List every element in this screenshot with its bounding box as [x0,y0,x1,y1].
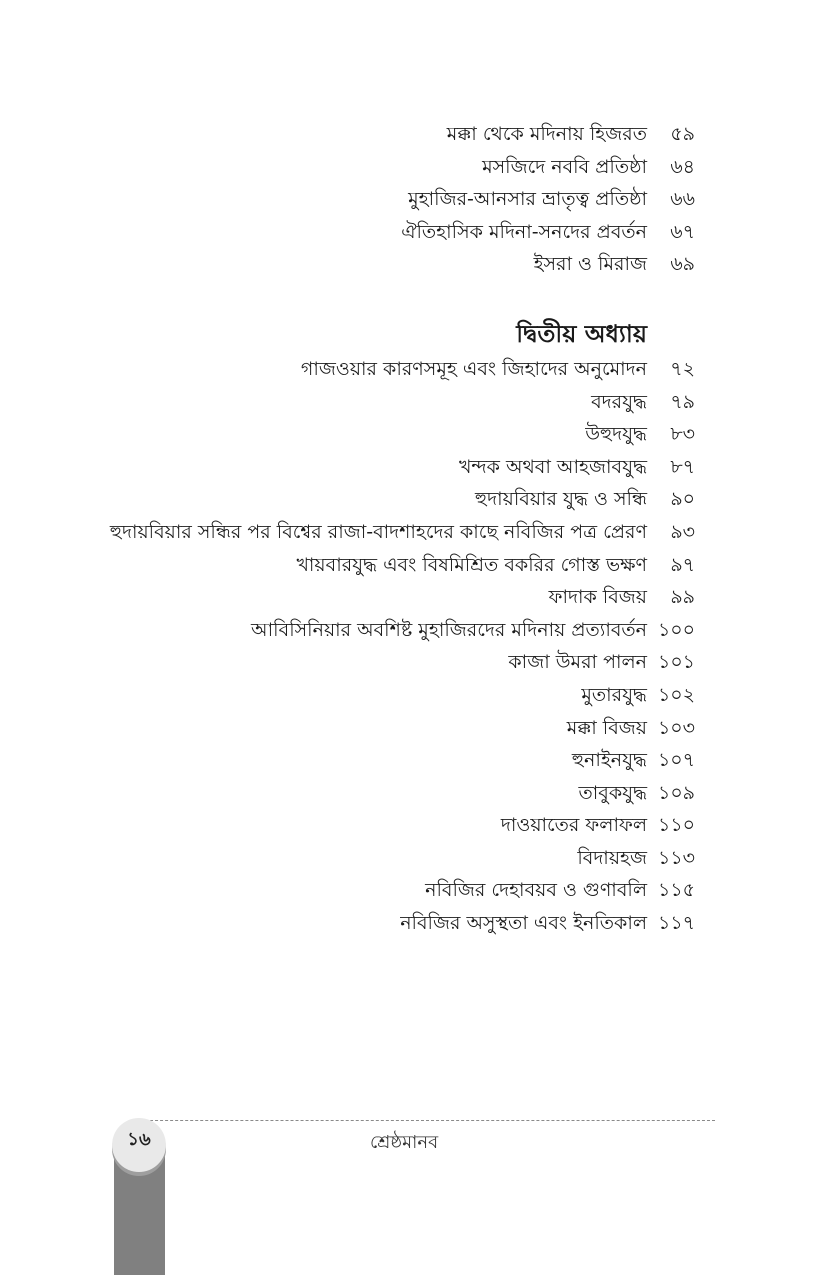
toc-entry-page: ৬৬ [670,188,695,211]
table-of-contents [95,118,695,940]
toc-entry [95,907,695,940]
toc-entry [95,679,695,712]
toc-entry-page: ১০০ [657,618,695,641]
toc-entry-title: হুদায়বিয়ার যুদ্ধ ও সন্ধি [475,488,647,511]
toc-entry [95,712,695,745]
toc-entry-page: ৯৩ [670,520,695,543]
toc-entry [95,248,695,281]
toc-entry-title: বিদায়হজ [577,846,647,869]
toc-entry-page: ৬৪ [670,155,695,178]
toc-entry [95,216,695,249]
toc-entry-page: ১০১ [657,651,695,674]
toc-entry-page: ৬৭ [670,220,695,243]
toc-entry-title: বদরযুদ্ধ [591,390,647,413]
toc-entry-title: মক্কা বিজয় [566,716,647,739]
toc-entry [95,353,695,386]
toc-entry [95,842,695,875]
toc-entry [95,516,695,549]
toc-entry-title: ফাদাক বিজয় [548,586,647,609]
toc-entry-title: ঐতিহাসিক মদিনা-সনদের প্রবর্তন [401,220,647,243]
toc-entry-title: মক্কা থেকে মদিনায় হিজরত [446,123,647,145]
toc-entry-page: ৭২ [670,357,695,380]
toc-entry [95,874,695,907]
toc-entry-page: ১১৩ [657,846,695,869]
toc-entry [95,418,695,451]
toc-entry-page: ৮৭ [670,455,695,478]
toc-entry-title: মসজিদে নববি প্রতিষ্ঠা [482,155,647,178]
section-gap [95,281,695,315]
toc-entry-page: ১১০ [657,814,695,837]
toc-entry [95,483,695,516]
footer-divider [140,1120,715,1121]
toc-entry-title: গাজওয়ার কারণসমূহ এবং জিহাদের অনুমোদন [300,357,647,380]
toc-entry-page: ১০৭ [657,749,695,772]
toc-entry [95,386,695,419]
toc-entry-page: ৮৩ [670,423,695,446]
toc-entry-title: উহুদযুদ্ধ [585,423,647,446]
toc-entry-title: ইসরা ও মিরাজ [533,253,647,276]
toc-entry-title: মুতারযুদ্ধ [581,683,647,706]
toc-entry-title: মুহাজির-আনসার ভ্রাতৃত্ব প্রতিষ্ঠা [408,188,647,211]
toc-entry-title: কাজা উমরা পালন [508,651,647,674]
toc-entry [95,183,695,216]
toc-entry-page: ৯০ [670,488,695,511]
toc-entry [95,118,695,151]
toc-entry [95,646,695,679]
toc-entry-title: খায়বারযুদ্ধ এবং বিষমিশ্রিত বকরির গোস্ত ভক্ষণ [296,553,647,576]
toc-entry-title: নবিজির অসুস্থতা এবং ইনতিকাল [400,912,647,935]
toc-entry [95,744,695,777]
page-number: ১৬ [127,1129,151,1150]
toc-entry-page: ৭৯ [670,390,695,413]
toc-entry-title: দাওয়াতের ফলাফল [500,814,647,837]
toc-entry-page: ৯৯ [670,586,695,609]
toc-section-1 [95,118,695,281]
toc-entry-title: আবিসিনিয়ার অবশিষ্ট মুহাজিরদের মদিনায় প্রত্যাবর্তন [251,618,647,641]
toc-entry [95,451,695,484]
toc-entry-title: নবিজির দেহাবয়ব ও গুণাবলি [425,879,647,902]
toc-entry [95,549,695,582]
toc-entry-page: ৫৯ [670,123,695,145]
toc-entry [95,151,695,184]
toc-entry [95,777,695,810]
toc-entry-page: ৬৯ [670,253,695,276]
toc-section-2 [95,353,695,940]
toc-entry [95,614,695,647]
toc-entry-title: হুনাইনযুদ্ধ [571,749,647,772]
chapter-heading: দ্বিতীয় অধ্যায় [516,319,647,348]
toc-entry-page: ১১৭ [657,912,695,935]
toc-entry [95,809,695,842]
toc-entry-title: খন্দক অথবা আহজাবযুদ্ধ [458,455,647,478]
toc-entry-title: তাবুকযুদ্ধ [578,781,647,804]
toc-entry-page: ১১৫ [658,879,695,902]
running-title: শ্রেষ্ঠমানব [370,1132,439,1153]
toc-entry [95,581,695,614]
toc-entry-page: ১০৯ [657,781,695,804]
toc-entry-page: ৯৭ [670,553,695,576]
toc-entry-title: হুদায়বিয়ার সন্ধির পর বিশ্বের রাজা-বাদশাহদের কাছে নবিজির পত্র প্রেরণ [109,520,647,543]
toc-entry-page: ১০২ [657,683,695,706]
toc-entry-page: ১০৩ [657,716,695,739]
